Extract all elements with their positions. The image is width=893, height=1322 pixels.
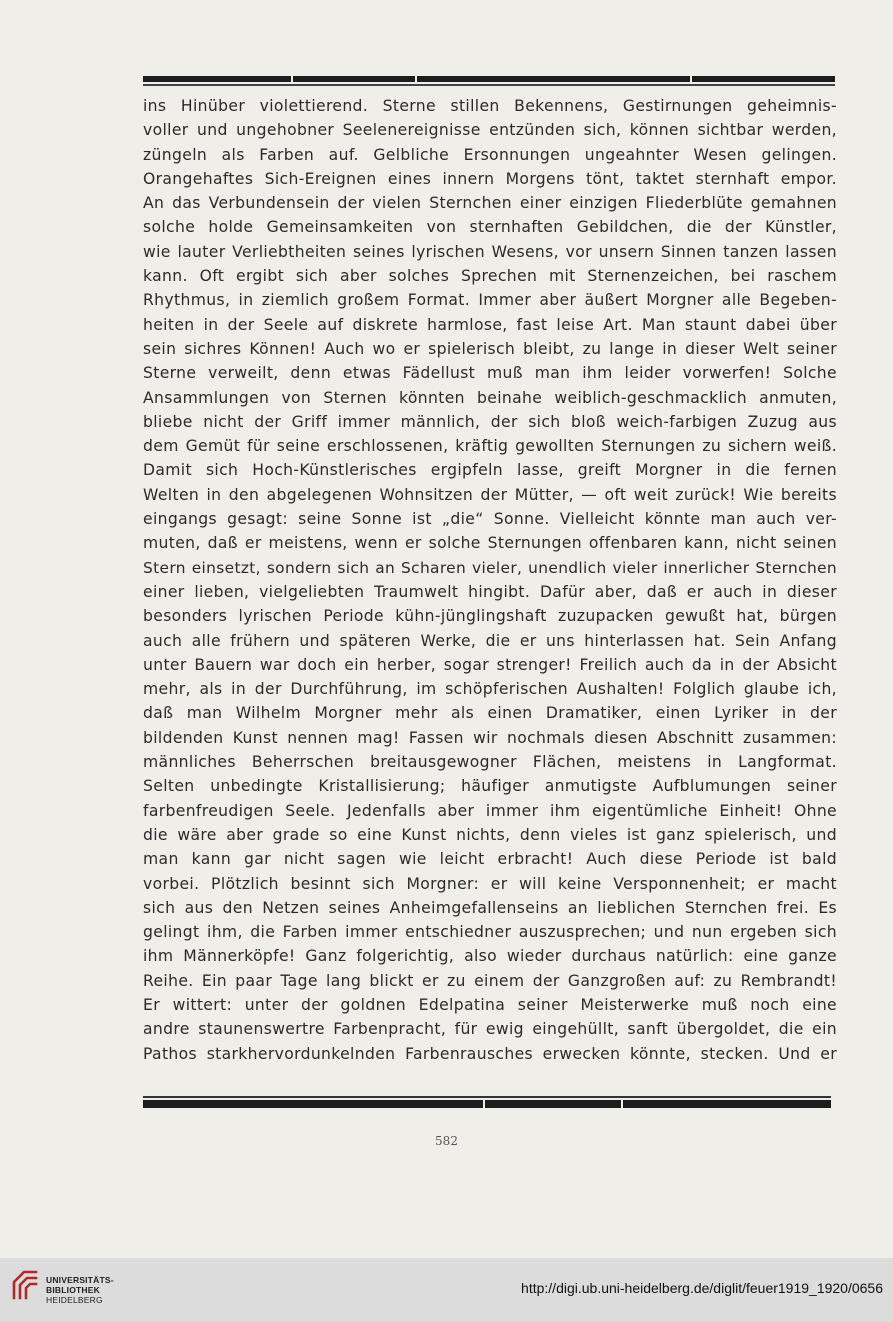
top-ornamental-rule [143, 76, 835, 86]
text-line: wie lauter Verliebtheiten seines lyrischen Wesens, vor unsern Sinnen tanzen lassen [143, 242, 837, 261]
text-line: An das Verbundensein der vielen Sternchen einer einzigen Fliederblüte gemahnen [143, 194, 837, 213]
text-line: voller und ungehobner Seelenereignisse entzünden sich, können sichtbar werden, [143, 121, 837, 140]
library-footer [0, 1258, 893, 1322]
text-line: Selten unbedingte Kristallisierung; häufiger anmutigste Aufblumungen seiner [143, 777, 837, 796]
university-library-logo-icon[interactable] [10, 1268, 40, 1302]
text-line: unter Bauern war doch ein herber, sogar strenger! Freilich auch da in der Absicht [143, 655, 837, 674]
library-name-line-3: HEIDELBERG [46, 1295, 103, 1305]
library-name-line-1: UNIVERSITÄTS- [46, 1275, 114, 1285]
text-line: einer lieben, vielgeliebten Traumwelt hingibt. Dafür aber, daß er auch in dieser [143, 582, 837, 601]
text-line: sein sichres Können! Auch wo er spielerisch bleibt, zu lange in dieser Welt seiner [143, 339, 837, 358]
text-line: Welten in den abgelegenen Wohnsitzen der Mütter, — oft weit zurück! Wie bereits [143, 485, 837, 504]
text-line: ihm Männerköpfe! Ganz folgerichtig, also wieder durchaus natürlich: eine ganze [143, 947, 837, 966]
text-line: Pathos starkhervordunkelnden Farbenrausches erwecken könnte, stecken. Und er [143, 1044, 837, 1063]
text-line: eingangs gesagt: seine Sonne ist „die“ Sonne. Vielleicht könnte man auch ver- [143, 510, 837, 529]
source-url-link[interactable]: http://digi.ub.uni-heidelberg.de/diglit/feuer1919_1920/0656 [521, 1280, 883, 1296]
text-line: farbenfreudigen Seele. Jedenfalls aber immer ihm eigentümliche Einheit! Ohne [143, 801, 837, 820]
text-line: züngeln als Farben auf. Gelbliche Ersonnungen ungeahnter Wesen gelingen. [143, 145, 837, 164]
text-line: männliches Beherrschen breitausgewogner Flächen, meistens in Langformat. [143, 753, 837, 772]
text-line: ins Hinüber violettierend. Sterne stillen Bekennens, Gestirnungen geheimnis- [143, 97, 837, 115]
text-line: Damit sich Hoch-Künstlerisches ergipfeln lasse, greift Morgner in die fernen [143, 461, 837, 480]
text-line: sich aus den Netzen seines Anheimgefallenseins an lieblichen Sternchen frei. Es [143, 898, 837, 917]
body-text [143, 94, 837, 1066]
text-line: besonders lyrischen Periode kühn-jünglingshaft zuzupacken gewußt hat, bürgen [143, 607, 837, 626]
text-line: muten, daß er meistens, wenn er solche Sternungen offenbaren kann, nicht seinen [143, 534, 837, 553]
library-name [46, 1275, 114, 1305]
text-line: andre staunenswertre Farbenpracht, für ewig eingehüllt, sanft übergoldet, die ein [143, 1020, 837, 1039]
text-line: vorbei. Plötzlich besinnt sich Morgner: er will keine Versponnenheit; er macht [143, 874, 837, 893]
text-line: Stern einsetzt, sondern sich an Scharen vieler, unendlich vieler innerlicher Sternchen [143, 558, 837, 577]
text-line: Orangehaftes Sich-Ereignen eines innern Morgens tönt, taktet sternhaft empor. [143, 169, 837, 188]
text-line: gelingt ihm, die Farben immer entschiedner auszusprechen; und nun ergeben sich [143, 923, 837, 942]
text-line: bliebe nicht der Griff immer männlich, der sich bloß weich-farbigen Zuzug aus [143, 412, 837, 431]
text-line: bildenden Kunst nennen mag! Fassen wir nochmals diesen Abschnitt zusammen: [143, 728, 837, 747]
text-line: Ansammlungen von Sternen könnten beinahe weiblich-geschmacklich anmuten, [143, 388, 837, 407]
text-line: dem Gemüt für seine erschlossenen, kräftig gewollten Sternungen zu sichern weiß. [143, 437, 837, 456]
text-line: die wäre aber grade so eine Kunst nichts, denn vieles ist ganz spielerisch, und [143, 825, 837, 844]
text-line: mehr, als in der Durchführung, im schöpferischen Aushalten! Folglich glaube ich, [143, 680, 837, 699]
text-line: Reihe. Ein paar Tage lang blickt er zu einem der Ganzgroßen auf: zu Rembrandt! [143, 971, 837, 990]
text-line: man kann gar nicht sagen wie leicht erbracht! Auch diese Periode ist bald [143, 850, 837, 869]
text-line: solche holde Gemeinsamkeiten von sternhaften Gebildchen, die der Künstler, [143, 218, 837, 237]
text-line: auch alle frühern und späteren Werke, die er uns hinterlassen hat. Sein Anfang [143, 631, 837, 650]
text-line: kann. Oft ergibt sich aber solches Sprechen mit Sternenzeichen, bei raschem [143, 267, 837, 286]
text-line: Er wittert: unter der goldnen Edelpatina seiner Meisterwerke muß noch eine [143, 995, 837, 1014]
library-name-line-2: BIBLIOTHEK [46, 1285, 100, 1295]
text-line: heiten in der Seele auf diskrete harmlose, fast leise Art. Man staunt dabei über [143, 315, 837, 334]
bottom-ornamental-rule [143, 1096, 831, 1110]
text-line: Rhythmus, in ziemlich großem Format. Immer aber äußert Morgner alle Begeben- [143, 291, 837, 310]
page-number: 582 [435, 1134, 458, 1148]
text-line: daß man Wilhelm Morgner mehr als einen Dramatiker, einen Lyriker in der [143, 704, 837, 723]
text-line: Sterne verweilt, denn etwas Fädellust muß man ihm leider vorwerfen! Solche [143, 364, 837, 383]
